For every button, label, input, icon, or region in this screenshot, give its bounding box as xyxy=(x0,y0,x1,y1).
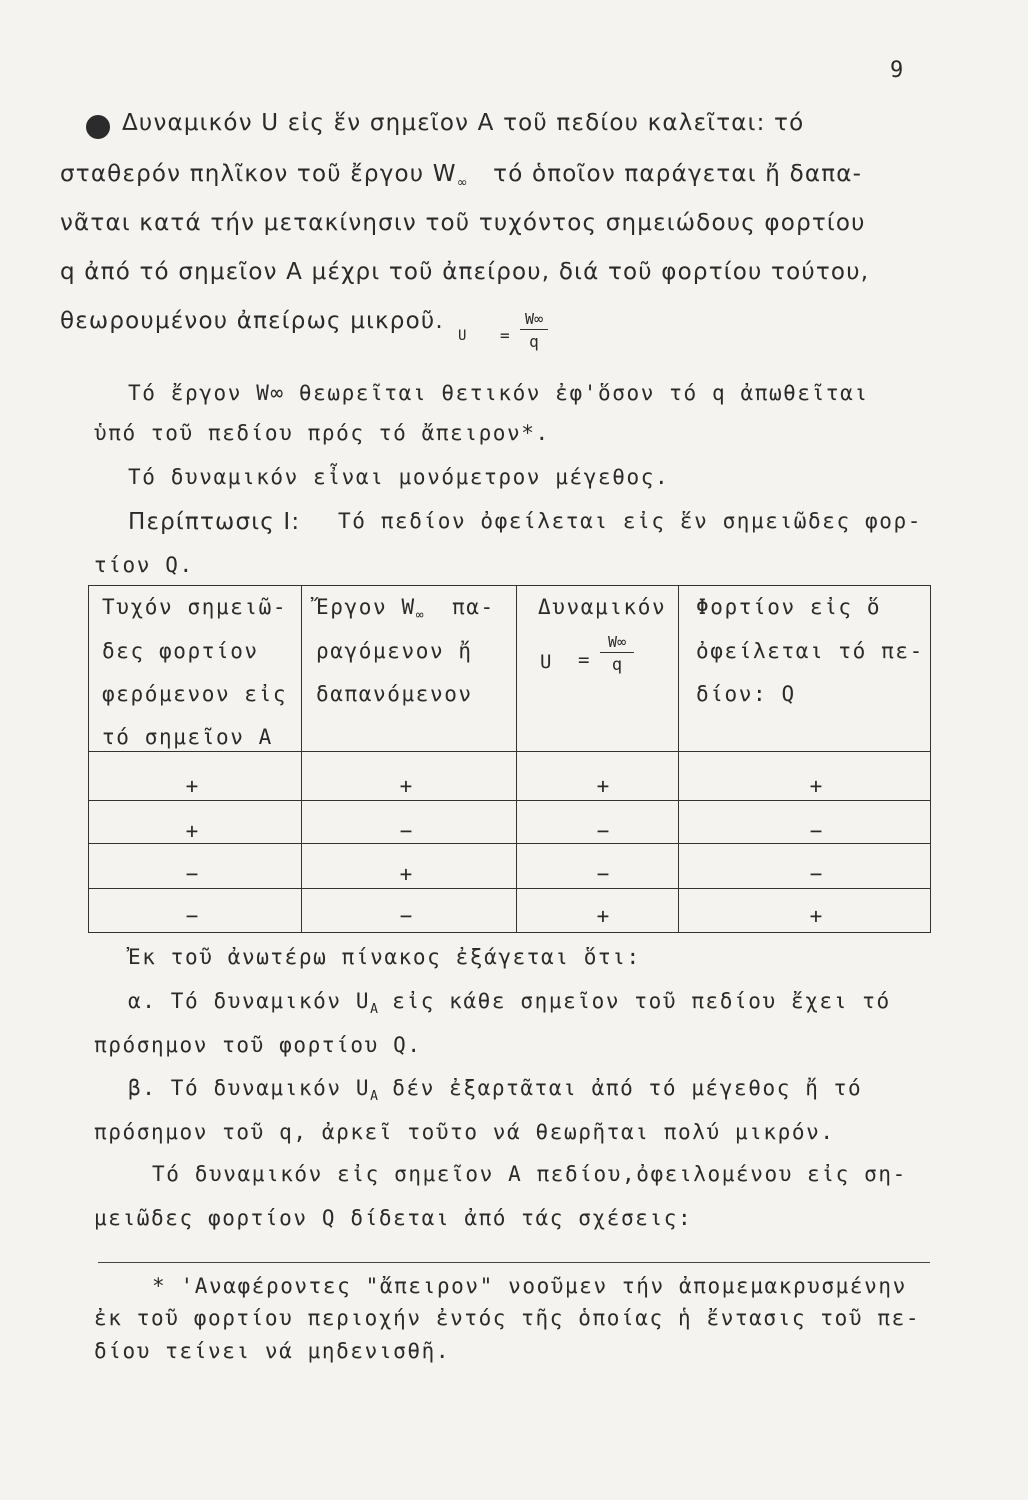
header-col1-line: δες φορτίον xyxy=(102,639,259,663)
formula-numerator: W∞ xyxy=(524,310,544,328)
case-label: Περίπτωσις I: xyxy=(128,509,301,535)
table-cell-sign: − xyxy=(596,862,610,886)
table-cell-sign: + xyxy=(185,774,199,798)
table-cell-sign: + xyxy=(185,819,199,843)
definition-line-2: σταθερόν πηλῖκον τοῦ ἔργου $W_\infty$ τό ὁποῖον παράγεται ἤ δαπα- xyxy=(60,161,863,191)
table-cell-sign: + xyxy=(596,904,610,928)
definition-line-3: νᾶται κατά τήν μετακίνησιν τοῦ τυχόντος σημειώδους φορτίου xyxy=(60,210,866,236)
header-col3-formula-equals: = xyxy=(578,649,590,671)
footnote-line-1: * 'Αναφέροντες "ἄπειρον" νοοῦμεν τήν ἀπομεμακρυσμένην xyxy=(152,1274,907,1298)
conclusions-intro: Ἐκ τοῦ ἀνωτέρω πίνακος ἐξάγεται ὅτι: xyxy=(128,945,641,969)
header-col2-line: δαπανόμενον xyxy=(316,682,473,706)
header-col1-line: φερόμενον εἰς xyxy=(102,682,288,706)
case-line-2: τίον Q. xyxy=(94,553,194,577)
table-border-top xyxy=(88,585,930,586)
formula-lhs: U xyxy=(458,328,467,344)
bullet-dot-icon xyxy=(86,115,110,139)
definition-line-4: q ἀπό τό σημεῖον A μέχρι τοῦ ἀπείρου, διά τοῦ φορτίου τούτου, xyxy=(60,259,870,285)
table-cell-sign: − xyxy=(596,819,610,843)
fraction-bar xyxy=(600,652,634,653)
table-cell-sign: − xyxy=(399,904,413,928)
header-col4-line: δίον: Q xyxy=(696,682,796,706)
table-cell-sign: + xyxy=(809,774,823,798)
page-number: 9 xyxy=(890,58,904,83)
conclusion-b-line-2: πρόσημον τοῦ q, ἀρκεῖ τοῦτο νά θεωρῆται πολύ μικρόν. xyxy=(94,1120,835,1144)
definition-line-1: Δυναμικόν U εἰς ἕν σημεῖον A τοῦ πεδίου καλεῖται: τό xyxy=(122,110,805,136)
fraction-bar xyxy=(520,329,548,330)
table-cell-sign: + xyxy=(399,862,413,886)
definition-line-5: θεωρουμένου ἀπείρως μικροῦ. xyxy=(60,308,444,334)
conclusion-c-line-2: μειῶδες φορτίον Q δίδεται ἀπό τάς σχέσεις: xyxy=(94,1206,693,1230)
formula-fraction xyxy=(520,310,548,351)
sign-table xyxy=(88,585,930,933)
table-column-divider xyxy=(301,585,302,933)
table-border-left xyxy=(88,585,89,933)
table-cell-sign: − xyxy=(809,862,823,886)
table-border-right xyxy=(930,585,931,933)
table-border-bottom xyxy=(88,932,930,933)
header-col3-denominator: q xyxy=(611,655,623,675)
header-col4-line: Φορτίον εἰς ὅ xyxy=(696,595,882,619)
table-cell-sign: − xyxy=(809,819,823,843)
table-cell-sign: + xyxy=(596,774,610,798)
conclusion-c-line-1: Τό δυναμικόν εἰς σημεῖον A πεδίου,ὀφειλομένου εἰς ση- xyxy=(152,1162,907,1186)
formula-denominator: q xyxy=(529,332,539,351)
table-cell-sign: − xyxy=(185,862,199,886)
formula-equals: = xyxy=(500,326,510,345)
table-cell-sign: + xyxy=(399,774,413,798)
header-col2-line: ραγόμενον ἤ xyxy=(316,639,473,663)
table-cell-sign: − xyxy=(185,904,199,928)
conclusion-a-line-2: πρόσημον τοῦ φορτίου Q. xyxy=(94,1033,422,1057)
header-col3-fraction xyxy=(600,633,634,675)
table-cell-sign: + xyxy=(809,904,823,928)
paragraph-1-line-2: ὑπό τοῦ πεδίου πρός τό ἄπειρον*. xyxy=(94,421,550,445)
header-col1-line: Τυχόν σημειῶ- xyxy=(102,595,288,619)
conclusion-a-line-1: α. Τό δυναμικόν $U_A$ εἰς κάθε σημεῖον τοῦ πεδίου ἔχει τό xyxy=(128,989,891,1018)
footnote-line-2: ἐκ τοῦ φορτίου περιοχήν ἐντός τῆς ὁποίας ἡ ἔντασις τοῦ πε- xyxy=(94,1306,921,1330)
footnote-rule xyxy=(98,1262,930,1263)
paragraph-1-line-1: Τό ἔργον W∞ θεωρεῖται θετικόν ἐφ'ὅσον τό q ἀπωθεῖται xyxy=(128,381,869,405)
table-row-divider xyxy=(88,888,930,889)
table-row-divider xyxy=(88,843,930,844)
case-text: Τό πεδίον ὀφείλεται εἰς ἕν σημειῶδες φορ- xyxy=(338,509,922,533)
table-column-divider xyxy=(678,585,679,933)
table-cell-sign: − xyxy=(399,819,413,843)
header-col3-formula-lhs: U xyxy=(540,651,552,673)
table-column-divider xyxy=(516,585,517,933)
header-col3-title: Δυναμικόν xyxy=(538,595,667,619)
table-header-divider xyxy=(88,751,930,752)
paragraph-2: Τό δυναμικόν εἶναι μονόμετρον μέγεθος. xyxy=(128,465,670,489)
header-col3-numerator: W∞ xyxy=(607,633,627,651)
conclusion-b-line-1: β. Τό δυναμικόν $U_A$ δέν ἐξαρτᾶται ἀπό τό μέγεθος ἤ τό xyxy=(128,1076,863,1105)
header-col1-line: τό σημεῖον A xyxy=(102,725,273,749)
footnote-line-3: δίου τείνει νά μηδενισθῆ. xyxy=(94,1339,451,1363)
table-row-divider xyxy=(88,800,930,801)
header-col2-line: Ἔργον $W_\infty$ πα- xyxy=(316,595,495,624)
header-col4-line: ὀφείλεται τό πε- xyxy=(696,639,924,663)
